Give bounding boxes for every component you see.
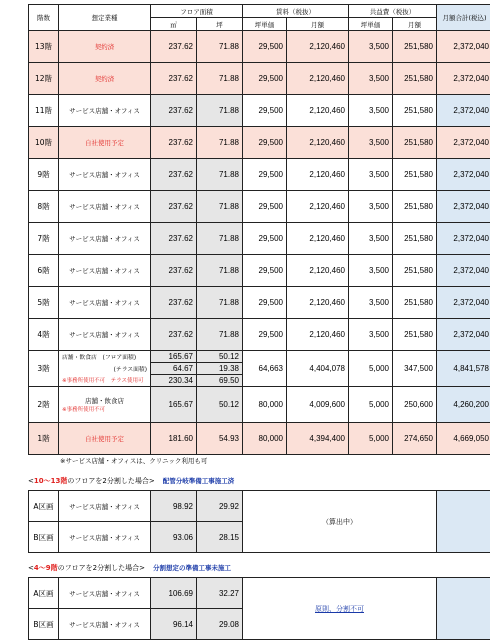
common-month: 347,500 bbox=[393, 351, 437, 387]
floor-label: 10階 bbox=[29, 127, 59, 159]
table-row bbox=[29, 491, 490, 522]
floor-label: 7階 bbox=[29, 223, 59, 255]
use-label: サービス店舗・オフィス bbox=[59, 609, 151, 640]
total-cell bbox=[437, 578, 490, 640]
area-m2: 237.62 bbox=[151, 223, 197, 255]
common-month: 251,580 bbox=[393, 63, 437, 95]
area-m2: 237.62 bbox=[151, 191, 197, 223]
use-label: 自社使用予定 bbox=[59, 127, 151, 159]
section1-table bbox=[28, 490, 490, 553]
rent-tsubo: 29,500 bbox=[243, 287, 287, 319]
common-tsubo: 5,000 bbox=[349, 351, 393, 387]
floor-label: 13階 bbox=[29, 31, 59, 63]
common-month: 251,580 bbox=[393, 191, 437, 223]
use-label: 店舗・飲食店 (フロア面積) bbox=[59, 351, 151, 363]
rent-tsubo: 64,663 bbox=[243, 351, 287, 387]
section2-table bbox=[28, 577, 490, 640]
common-month: 251,580 bbox=[393, 223, 437, 255]
area-tsubo: 71.88 bbox=[197, 223, 243, 255]
rent-month: 2,120,460 bbox=[287, 31, 349, 63]
use-label: サービス店舗・オフィス bbox=[59, 287, 151, 319]
common-month: 251,580 bbox=[393, 95, 437, 127]
common-tsubo: 3,500 bbox=[349, 191, 393, 223]
header-floor: 階数 bbox=[29, 5, 59, 31]
rent-table bbox=[28, 4, 490, 455]
section2-status-cell bbox=[243, 578, 437, 640]
area-tsubo: 71.88 bbox=[197, 95, 243, 127]
use-label: サービス店舗・オフィス bbox=[59, 191, 151, 223]
floor-label: 2階 bbox=[29, 387, 59, 423]
section2-status: 原則、分割不可 bbox=[315, 604, 364, 613]
rent-month: 2,120,460 bbox=[287, 287, 349, 319]
use-cell bbox=[59, 387, 151, 423]
table-row bbox=[29, 387, 490, 423]
section1-status: （算出中） bbox=[243, 491, 437, 553]
area-m2-total: 230.34 bbox=[151, 375, 197, 387]
common-tsubo: 3,500 bbox=[349, 319, 393, 351]
header-use: 想定業種 bbox=[59, 5, 151, 31]
total-month: 4,260,200 bbox=[437, 387, 490, 423]
total-month: 2,372,040 bbox=[437, 255, 490, 287]
area-tsubo: 71.88 bbox=[197, 191, 243, 223]
use-note: ※事務所使用不可 テラス使用可 bbox=[59, 375, 151, 387]
use-label: サービス店舗・オフィス bbox=[59, 522, 151, 553]
total-month: 2,372,040 bbox=[437, 191, 490, 223]
floor-label: 11階 bbox=[29, 95, 59, 127]
rent-tsubo: 80,000 bbox=[243, 423, 287, 455]
common-month: 251,580 bbox=[393, 159, 437, 191]
area-tsubo: 71.88 bbox=[197, 319, 243, 351]
rent-tsubo: 29,500 bbox=[243, 31, 287, 63]
use-label: サービス店舗・オフィス bbox=[59, 578, 151, 609]
rent-month: 4,404,078 bbox=[287, 351, 349, 387]
floor-label: 6階 bbox=[29, 255, 59, 287]
area-m2: 96.14 bbox=[151, 609, 197, 640]
area-tsubo: 28.15 bbox=[197, 522, 243, 553]
area-m2: 106.69 bbox=[151, 578, 197, 609]
use-label: 契約済 bbox=[59, 63, 151, 95]
rent-month: 2,120,460 bbox=[287, 127, 349, 159]
common-tsubo: 5,000 bbox=[349, 423, 393, 455]
rent-tsubo: 29,500 bbox=[243, 319, 287, 351]
use-label: サービス店舗・オフィス bbox=[59, 319, 151, 351]
rent-month: 2,120,460 bbox=[287, 95, 349, 127]
total-month: 2,372,040 bbox=[437, 223, 490, 255]
use-label: サービス店舗・オフィス bbox=[59, 491, 151, 522]
zone-label: A区画 bbox=[29, 578, 59, 609]
area-m2: 237.62 bbox=[151, 63, 197, 95]
rent-tsubo: 29,500 bbox=[243, 159, 287, 191]
header-common: 共益費（税抜） bbox=[349, 5, 437, 18]
zone-label: B区画 bbox=[29, 522, 59, 553]
area-tsubo: 71.88 bbox=[197, 127, 243, 159]
common-month: 250,600 bbox=[393, 387, 437, 423]
rent-tsubo: 29,500 bbox=[243, 223, 287, 255]
section2-suffix: のフロアを2分割した場合> bbox=[57, 564, 145, 572]
use-label: サービス店舗・オフィス bbox=[59, 159, 151, 191]
area-m2: 98.92 bbox=[151, 491, 197, 522]
common-month: 274,650 bbox=[393, 423, 437, 455]
common-month: 251,580 bbox=[393, 255, 437, 287]
rent-tsubo: 29,500 bbox=[243, 63, 287, 95]
area-m2: 237.62 bbox=[151, 127, 197, 159]
rent-month: 2,120,460 bbox=[287, 255, 349, 287]
rent-month: 4,009,600 bbox=[287, 387, 349, 423]
common-month: 251,580 bbox=[393, 287, 437, 319]
area-tsubo: 71.88 bbox=[197, 159, 243, 191]
table-row bbox=[29, 31, 490, 63]
common-month: 251,580 bbox=[393, 127, 437, 159]
common-tsubo: 3,500 bbox=[349, 31, 393, 63]
area-tsubo: 71.88 bbox=[197, 287, 243, 319]
use-note: ※事務所使用不可 bbox=[62, 407, 106, 413]
table-row-3f bbox=[29, 351, 490, 363]
section1-prefix: < bbox=[28, 477, 34, 485]
footnote: ※サービス店舗・オフィスは、クリニック利用も可 bbox=[60, 457, 208, 465]
total-cell bbox=[437, 491, 490, 553]
common-tsubo: 3,500 bbox=[349, 159, 393, 191]
rent-month: 2,120,460 bbox=[287, 63, 349, 95]
section2-title bbox=[28, 563, 231, 573]
area-m2: 237.62 bbox=[151, 287, 197, 319]
section1-title bbox=[28, 476, 234, 486]
area-m2: 237.62 bbox=[151, 95, 197, 127]
rent-month: 2,120,460 bbox=[287, 319, 349, 351]
area-m2: 93.06 bbox=[151, 522, 197, 553]
zone-label: A区画 bbox=[29, 491, 59, 522]
header-area: フロア面積 bbox=[151, 5, 243, 18]
floor-label: 1階 bbox=[29, 423, 59, 455]
header-rent-tsubo: 坪単価 bbox=[243, 18, 287, 31]
area-tsubo: 71.88 bbox=[197, 31, 243, 63]
table-row bbox=[29, 63, 490, 95]
area-m2: 165.67 bbox=[151, 387, 197, 423]
area-m2-terrace: 64.67 bbox=[151, 363, 197, 375]
area-tsubo: 71.88 bbox=[197, 255, 243, 287]
total-month: 2,372,040 bbox=[437, 159, 490, 191]
section1-suffix: のフロアを2分割した場合> bbox=[67, 477, 155, 485]
common-month: 251,580 bbox=[393, 319, 437, 351]
total-month: 4,841,578 bbox=[437, 351, 490, 387]
section1-highlight: 10～13階 bbox=[33, 477, 68, 485]
area-m2-floor: 165.67 bbox=[151, 351, 197, 363]
common-tsubo: 3,500 bbox=[349, 63, 393, 95]
area-tsubo: 29.92 bbox=[197, 491, 243, 522]
header-common-tsubo: 坪単価 bbox=[349, 18, 393, 31]
header-area-m2: ㎡ bbox=[151, 18, 197, 31]
area-tsubo-terrace: 19.38 bbox=[197, 363, 243, 375]
area-m2: 237.62 bbox=[151, 319, 197, 351]
table-row bbox=[29, 95, 490, 127]
total-month: 2,372,040 bbox=[437, 287, 490, 319]
zone-label: B区画 bbox=[29, 609, 59, 640]
total-month: 2,372,040 bbox=[437, 319, 490, 351]
common-month: 251,580 bbox=[393, 31, 437, 63]
header-rent: 賃料（税抜） bbox=[243, 5, 349, 18]
total-month: 2,372,040 bbox=[437, 31, 490, 63]
rent-tsubo: 29,500 bbox=[243, 127, 287, 159]
section1-note: 配管分岐準備工事施工済 bbox=[162, 477, 235, 485]
use-label: 店舗・飲食店 bbox=[85, 397, 124, 405]
floor-label: 4階 bbox=[29, 319, 59, 351]
area-tsubo: 54.93 bbox=[197, 423, 243, 455]
area-tsubo: 50.12 bbox=[197, 387, 243, 423]
common-tsubo: 3,500 bbox=[349, 223, 393, 255]
floor-label: 3階 bbox=[29, 351, 59, 387]
area-tsubo-floor: 50.12 bbox=[197, 351, 243, 363]
rent-tsubo: 29,500 bbox=[243, 95, 287, 127]
table-row bbox=[29, 127, 490, 159]
area-tsubo: 32.27 bbox=[197, 578, 243, 609]
floor-label: 12階 bbox=[29, 63, 59, 95]
floor-label: 9階 bbox=[29, 159, 59, 191]
rent-month: 4,394,400 bbox=[287, 423, 349, 455]
table-row bbox=[29, 423, 490, 455]
section2-highlight: 4～9階 bbox=[33, 564, 58, 572]
table-row bbox=[29, 159, 490, 191]
common-tsubo: 5,000 bbox=[349, 387, 393, 423]
section2-prefix: < bbox=[28, 564, 34, 572]
section2-note: 分割想定の準備工事未施工 bbox=[152, 564, 231, 572]
rent-month: 2,120,460 bbox=[287, 159, 349, 191]
common-tsubo: 3,500 bbox=[349, 127, 393, 159]
use-label: サービス店舗・オフィス bbox=[59, 223, 151, 255]
header-area-tsubo: 坪 bbox=[197, 18, 243, 31]
use-terrace-label: (テラス面積) bbox=[59, 363, 151, 375]
rent-month: 2,120,460 bbox=[287, 223, 349, 255]
area-tsubo: 71.88 bbox=[197, 63, 243, 95]
use-label: サービス店舗・オフィス bbox=[59, 95, 151, 127]
area-m2: 181.60 bbox=[151, 423, 197, 455]
common-tsubo: 3,500 bbox=[349, 287, 393, 319]
total-month: 2,372,040 bbox=[437, 127, 490, 159]
area-m2: 237.62 bbox=[151, 255, 197, 287]
table-row bbox=[29, 319, 490, 351]
table-row bbox=[29, 223, 490, 255]
table-row bbox=[29, 191, 490, 223]
common-tsubo: 3,500 bbox=[349, 95, 393, 127]
total-month: 2,372,040 bbox=[437, 95, 490, 127]
rent-month: 2,120,460 bbox=[287, 191, 349, 223]
rent-tsubo: 29,500 bbox=[243, 191, 287, 223]
use-label: 自社使用予定 bbox=[59, 423, 151, 455]
rent-tsubo: 29,500 bbox=[243, 255, 287, 287]
total-month: 2,372,040 bbox=[437, 63, 490, 95]
header-total: 月額合計(税込) bbox=[437, 5, 490, 31]
area-m2: 237.62 bbox=[151, 31, 197, 63]
floor-label: 5階 bbox=[29, 287, 59, 319]
area-m2: 237.62 bbox=[151, 159, 197, 191]
floor-label: 8階 bbox=[29, 191, 59, 223]
area-tsubo-total: 69.50 bbox=[197, 375, 243, 387]
table-row bbox=[29, 578, 490, 609]
total-month: 4,669,050 bbox=[437, 423, 490, 455]
area-tsubo: 29.08 bbox=[197, 609, 243, 640]
header-rent-month: 月額 bbox=[287, 18, 349, 31]
use-label: 契約済 bbox=[59, 31, 151, 63]
table-row bbox=[29, 255, 490, 287]
rent-tsubo: 80,000 bbox=[243, 387, 287, 423]
common-tsubo: 3,500 bbox=[349, 255, 393, 287]
table-row bbox=[29, 287, 490, 319]
header-common-month: 月額 bbox=[393, 18, 437, 31]
use-label: サービス店舗・オフィス bbox=[59, 255, 151, 287]
